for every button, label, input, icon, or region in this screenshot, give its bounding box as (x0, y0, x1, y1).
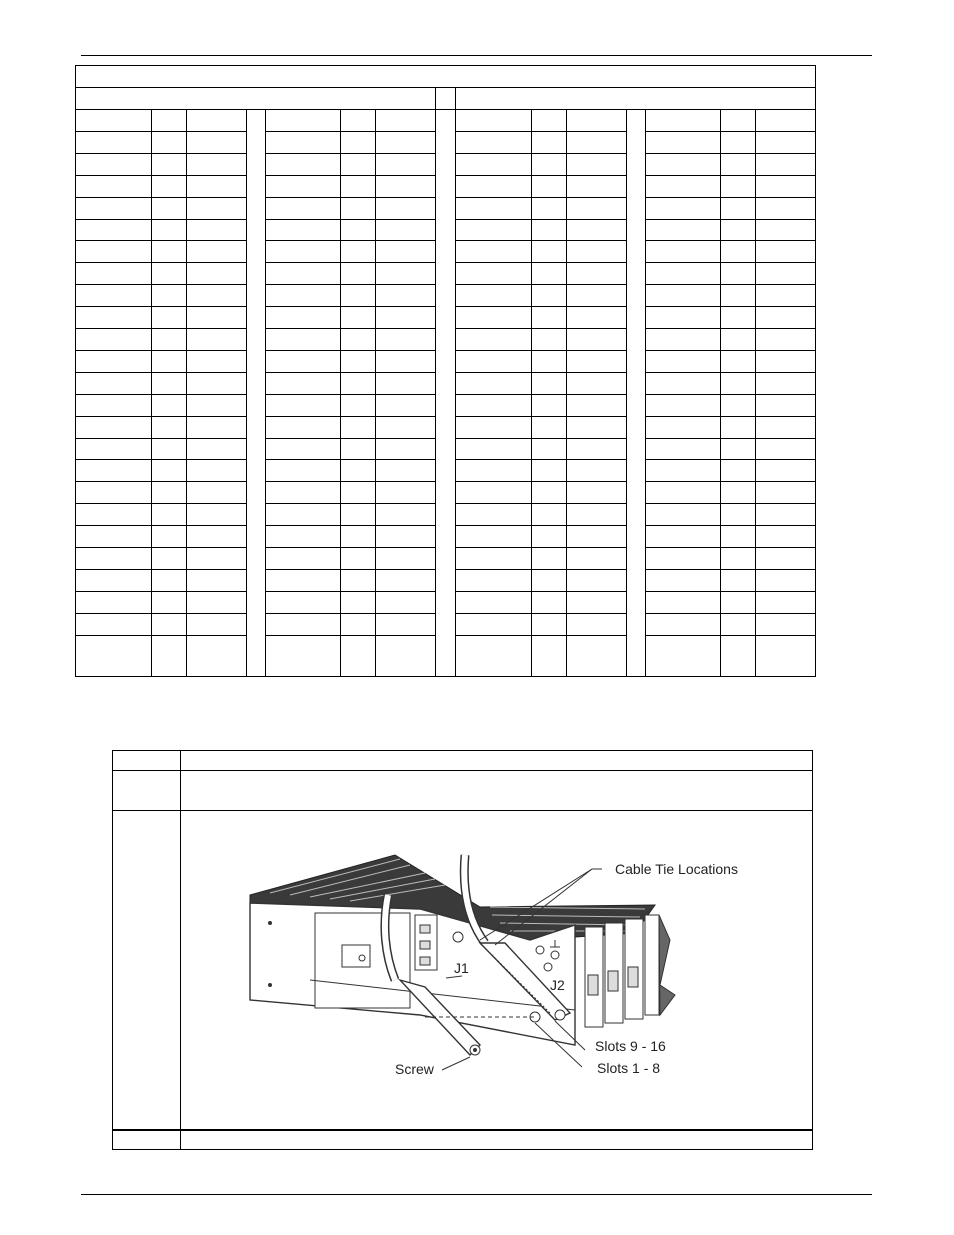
footer-rule (81, 1194, 872, 1195)
table-rule (76, 635, 246, 636)
step-row-divider (113, 770, 812, 771)
table-rule (456, 569, 626, 570)
table-rule (456, 175, 626, 176)
table-rule (265, 613, 435, 614)
table-rule (645, 635, 815, 636)
table-rule (645, 459, 815, 460)
step-row-divider (113, 810, 812, 811)
table-rule (645, 262, 815, 263)
table-rule (755, 109, 756, 676)
table-rule (645, 109, 646, 676)
cable-tie-locations-label: Cable Tie Locations (615, 861, 738, 877)
table-rule (76, 175, 246, 176)
table-rule (265, 328, 435, 329)
table-rule (265, 394, 435, 395)
table-rule (265, 240, 435, 241)
table-rule (456, 372, 626, 373)
table-rule (265, 131, 435, 132)
table-rule (340, 109, 341, 676)
table-rule (76, 350, 246, 351)
table-rule (265, 175, 435, 176)
table-rule (265, 459, 435, 460)
table-rule (815, 109, 816, 676)
table-rule (265, 197, 435, 198)
table-rule (531, 109, 532, 676)
table-rule (645, 197, 815, 198)
table-rule (76, 438, 246, 439)
table-rule (76, 416, 246, 417)
table-rule (645, 613, 815, 614)
table-rule (265, 481, 435, 482)
table-rule (645, 503, 815, 504)
table-rule (645, 525, 815, 526)
table-rule (76, 569, 246, 570)
step-row-divider (113, 1129, 812, 1131)
table-rule (375, 109, 376, 676)
table-rule (265, 262, 435, 263)
table-rule (456, 153, 626, 154)
table-rule (645, 284, 815, 285)
table-rule (76, 197, 246, 198)
table-rule (645, 240, 815, 241)
table-rule (435, 109, 436, 676)
table-rule (645, 350, 815, 351)
table-rule (76, 591, 246, 592)
table-rule (456, 503, 626, 504)
table-rule (265, 547, 435, 548)
table-rule (76, 328, 246, 329)
table-rule (76, 481, 246, 482)
table-rule (76, 87, 815, 88)
table-rule (265, 525, 435, 526)
table-rule (645, 372, 815, 373)
table-rule (456, 284, 626, 285)
table-rule (456, 416, 626, 417)
table-rule (645, 416, 815, 417)
j2-label: J2 (550, 977, 565, 993)
table-rule (76, 153, 246, 154)
table-rule (76, 306, 246, 307)
table-rule (456, 328, 626, 329)
line-cards (585, 915, 675, 1027)
table-rule (265, 591, 435, 592)
cable-installation-illustration (230, 845, 790, 1085)
table-rule (456, 438, 626, 439)
table-rule (626, 109, 627, 676)
table-rule (645, 328, 815, 329)
table-rule (76, 459, 246, 460)
table-rule (645, 131, 815, 132)
table-rule (645, 438, 815, 439)
table-rule (645, 175, 815, 176)
table-rule (76, 525, 246, 526)
table-rule (456, 131, 626, 132)
table-rule (456, 613, 626, 614)
table-rule (456, 306, 626, 307)
table-rule (265, 219, 435, 220)
slots-9-16-label: Slots 9 - 16 (595, 1038, 666, 1054)
slots-1-8-label: Slots 1 - 8 (597, 1060, 661, 1076)
table-rule (151, 109, 152, 676)
table-rule (456, 547, 626, 548)
table-rule (645, 591, 815, 592)
table-rule (566, 109, 567, 676)
table-rule (76, 131, 246, 132)
table-rule (76, 503, 246, 504)
table-rule (456, 481, 626, 482)
table-rule (456, 591, 626, 592)
table-rule (456, 350, 626, 351)
table-rule (456, 459, 626, 460)
table-rule (456, 635, 626, 636)
j1-label: J1 (454, 960, 469, 976)
table-rule (186, 109, 187, 676)
table-rule (456, 262, 626, 263)
table-rule (456, 219, 626, 220)
table-rule (645, 547, 815, 548)
table-rule (265, 569, 435, 570)
screw-label: Screw (395, 1061, 434, 1077)
table-rule (456, 394, 626, 395)
table-rule (265, 438, 435, 439)
table-rule (645, 219, 815, 220)
table-rule (76, 394, 246, 395)
table-rule (456, 525, 626, 526)
table-rule (76, 219, 246, 220)
table-rule (265, 153, 435, 154)
table-rule (265, 503, 435, 504)
table-rule (265, 635, 435, 636)
table-rule (265, 284, 435, 285)
table-rule (645, 153, 815, 154)
table-rule (265, 306, 435, 307)
table-rule (456, 197, 626, 198)
table-rule (265, 350, 435, 351)
table-rule (76, 372, 246, 373)
table-rule (645, 481, 815, 482)
pin-assignment-table (75, 65, 816, 677)
table-rule (76, 240, 246, 241)
table-rule (265, 372, 435, 373)
table-rule (645, 394, 815, 395)
header-rule (81, 55, 872, 56)
table-rule (720, 109, 721, 676)
table-rule (246, 109, 247, 676)
table-rule (645, 306, 815, 307)
table-rule (645, 569, 815, 570)
table-rule (265, 416, 435, 417)
table-rule (76, 284, 246, 285)
table-rule (265, 109, 266, 676)
table-rule (76, 547, 246, 548)
table-rule (76, 613, 246, 614)
table-rule (76, 262, 246, 263)
table-rule (456, 240, 626, 241)
